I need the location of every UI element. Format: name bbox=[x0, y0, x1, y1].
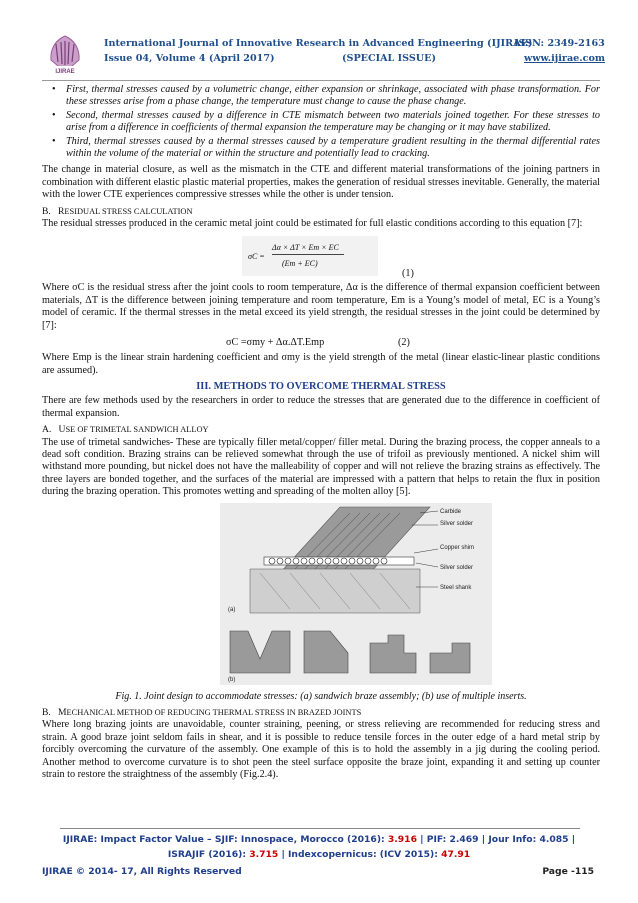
section-heading-trimetal: A. USE OF TRIMETAL SANDWICH ALLOY bbox=[42, 424, 209, 436]
figure-1 bbox=[42, 503, 600, 689]
issn-label: ISSN: 2349-2163 bbox=[514, 38, 605, 49]
page-number: Page -115 bbox=[542, 866, 594, 877]
equation-1 bbox=[42, 234, 600, 282]
svg-text:(b): (b) bbox=[228, 676, 236, 683]
header-divider bbox=[42, 80, 600, 81]
svg-text:(a): (a) bbox=[228, 606, 236, 613]
joint-design-diagram bbox=[220, 503, 492, 685]
svg-text:Carbide: Carbide bbox=[440, 508, 462, 515]
paragraph: Where Emp is the linear strain hardening coefficient and σmy is the yield strength of the metal (linear elastic-linear plastic conditions are assumed). bbox=[42, 352, 600, 376]
website-link[interactable]: www.ijirae.com bbox=[524, 53, 606, 64]
journal-header bbox=[42, 32, 606, 76]
bullet-icon: • bbox=[52, 84, 56, 95]
list-item: • First, thermal stresses caused by a volumetric change, either expansion or shrinkage, associated with phase transformation. For these stresses arise from a phase change, the temperature must change to cause the phase change. bbox=[52, 84, 600, 108]
svg-text:IJIRAE: IJIRAE bbox=[55, 69, 75, 75]
svg-text:Silver solder: Silver solder bbox=[440, 564, 474, 571]
section-heading-residual-stress: B. RESIDUAL STRESS CALCULATION bbox=[42, 205, 193, 217]
equation-number: (2) bbox=[398, 337, 410, 349]
list-item: • Second, thermal stresses caused by a difference in CTE mismatch between two materials joined together. For these stresses to arise from a difference in coefficients of thermal expansion the temperature may be changing or it may have stabilized. bbox=[52, 109, 600, 134]
paragraph: The use of trimetal sandwiches- These are typically filler metal/copper/ filler metal. During the brazing process, the copper anneals to a dead soft condition. Brazing strains can be relieved somewhat through the use of trifoil as previously mentioned. A nickel shim will withstand more pounding, but nickel does not have the malleability of copper and will not relieve the brazing strains as effectively. The three layers are bonded together, and the surfaces of the material are impressed with a pattern that helps to retain the flux in position during the brazing operation. This promotes wetting and spreading of the molten alloy [5]. bbox=[42, 436, 600, 498]
paragraph: Where long brazing joints are unavoidable, counter straining, peening, or stress relieving are recommended for reducing stress and strain. A good braze joint seldom fails in shear, and it is possible to reduce tensile forces in the outer edge of a hard metal strip by forcibly overcoming the curvature of the assembly. One example of this is to hold the assembly in a jig during the cooling period. Another method to overcome curvature is to shot peen the steel surface opposite the braze joint, expanding it and setting up counter strain to restore the straightness of the assembly (Fig.2.4). bbox=[42, 719, 600, 780]
section-title-methods: III. METHODS TO OVERCOME THERMAL STRESS bbox=[196, 380, 446, 392]
special-issue-label: (SPECIAL ISSUE) bbox=[342, 53, 436, 64]
bullet-icon: • bbox=[52, 135, 56, 147]
footer-divider bbox=[60, 828, 580, 829]
paragraph: The change in material closure, as well as the mismatch in the CTE and different material transformations of the joining partners in combination with different elastic plastic material properties, makes the generation of residual stresses inevitable. Generally, the material with the lower CTE experiences compressive stresses while the other is under tension. bbox=[42, 164, 600, 201]
issue-label: Issue 04, Volume 4 (April 2017) bbox=[104, 53, 275, 64]
paragraph: There are few methods used by the researchers in order to reduce the stresses that are generated due to the difference in coefficient of thermal expansion. bbox=[42, 395, 600, 419]
journal-logo-icon bbox=[42, 32, 88, 76]
footer-impact-factor: IJIRAE: Impact Factor Value – SJIF: Innospace, Morocco (2016): 3.916 | PIF: 2.469 | Jour Info: 4.085 | bbox=[62, 834, 576, 845]
list-item: • Third, thermal stresses caused by a thermal stresses caused by a temperature gradient resulting in the thermal differential rates within the volume of the material or within the structure and potentially lead to cracking. bbox=[52, 135, 600, 160]
bullet-icon: • bbox=[52, 109, 56, 121]
article-body bbox=[42, 84, 600, 785]
journal-title: International Journal of Innovative Research in Advanced Engineering (IJIRAE) bbox=[104, 38, 533, 49]
svg-text:Steel shank: Steel shank bbox=[440, 584, 472, 591]
paragraph: The residual stresses produced in the ceramic metal joint could be estimated for full elastic conditions according to this equation [7]: bbox=[42, 218, 583, 230]
footer-index-info: ISRAJIF (2016): 3.715 | Indexcopernicus: (ICV 2015): 47.91 bbox=[167, 849, 471, 860]
stress-type-list bbox=[42, 84, 600, 160]
equation-2: σC =σmy + Δα.ΔT.Emp (2) bbox=[226, 337, 410, 349]
equation-number: (1) bbox=[402, 268, 414, 280]
figure-caption: Fig. 1. Joint design to accommodate stresses: (a) sandwich braze assembly; (b) use of multiple inserts. bbox=[115, 690, 527, 702]
footer-copyright: IJIRAE © 2014- 17, All Rights Reserved bbox=[42, 866, 242, 877]
section-heading-mechanical-method: B. MECHANICAL METHOD OF REDUCING THERMAL STRESS IN BRAZED JOINTS bbox=[42, 706, 362, 718]
paragraph: Where σC is the residual stress after the joint cools to room temperature, Δα is the difference of thermal expansion coefficient between materials, ΔT is the difference between joining temperature and room temperature, Em is a Young’s model of metal, EC is a Young’s model of ceramic. If the thermal stresses in the metal exceed its yield strength, the residual stresses in the joint could be determined by [7]: bbox=[42, 282, 600, 331]
svg-text:Copper shim: Copper shim bbox=[440, 544, 475, 551]
svg-text:Silver solder: Silver solder bbox=[440, 520, 474, 527]
equation-image: σC = Δα × ΔT × Em × EC (Em + EC) bbox=[242, 236, 378, 276]
